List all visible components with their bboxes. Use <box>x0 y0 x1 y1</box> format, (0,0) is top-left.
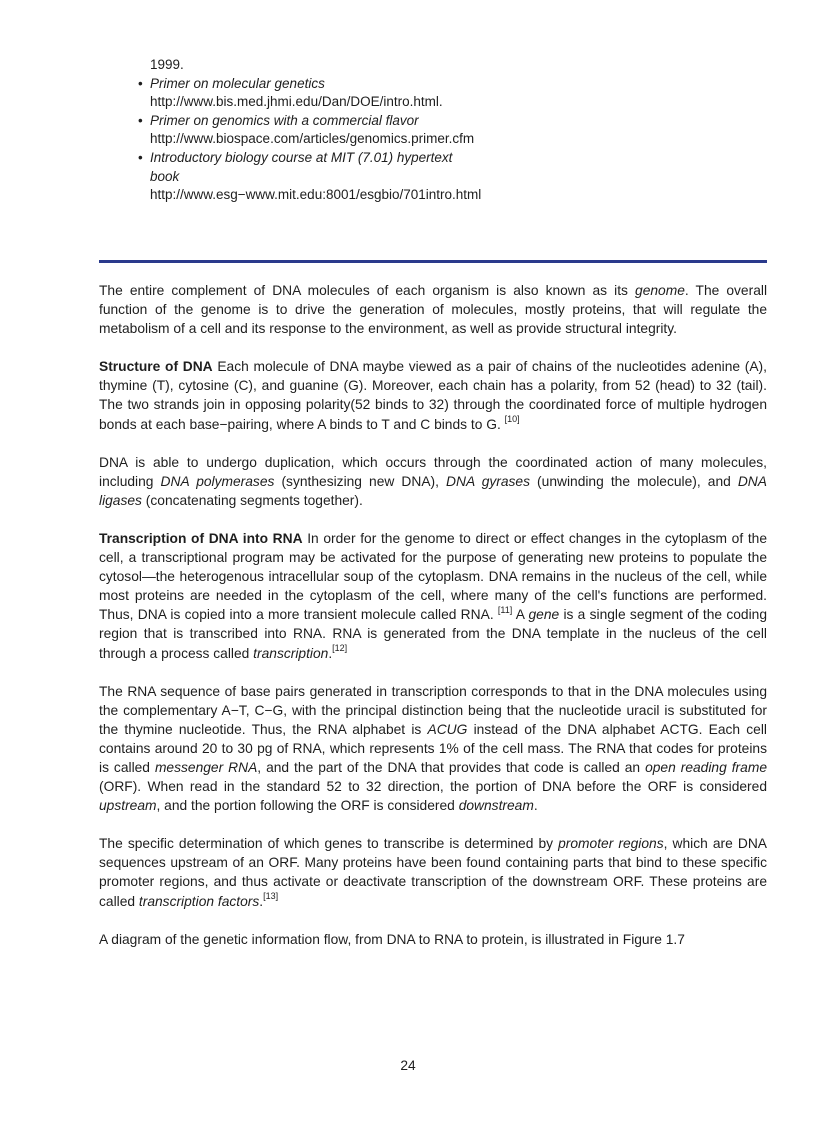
reference-item-title-continued: book <box>150 168 180 184</box>
reference-item-title: • Primer on genomics with a commercial flavor <box>138 112 698 131</box>
reference-item-url[interactable]: http://www.esg−www.mit.edu:8001/esgbio/701intro.html <box>150 187 482 203</box>
paragraph-genome: The entire complement of DNA molecules of each organism is also known as its genome. The overall function of the genome is to drive the generation of molecules, mostly proteins, that will regulate the metabolism of a cell and its response to the environment, as well as provide structural integrity. <box>99 283 768 337</box>
section-heading: Transcription of DNA into RNA <box>99 530 303 546</box>
reference-item-title: • Primer on molecular genetics <box>138 75 698 94</box>
paragraph-promoter-regions: The specific determination of which genes to transcribe is determined by promoter regions, which are DNA sequences upstream of an ORF. Many proteins have been found containing parts that bind to these specific promoter regions, and thus activate or deactivate transcription of the downstream ORF. These proteins are called transcription factors.[13] <box>99 836 767 909</box>
paragraph-duplication: DNA is able to undergo duplication, which occurs through the coordinated action of many molecules, including DNA polymerases (synthesizing new DNA), DNA gyrases (unwinding the molecule), and DNA ligases (concatenating segments together). <box>99 454 767 508</box>
section-heading: Structure of DNA <box>99 359 213 375</box>
section-divider <box>99 260 767 263</box>
bullet-icon: • <box>138 75 143 91</box>
paragraph-figure-reference: A diagram of the genetic information flow, from DNA to RNA to protein, is illustrated in Figure 1.7 <box>99 931 685 947</box>
reference-list <box>138 56 698 205</box>
bullet-icon: • <box>138 149 143 165</box>
citation: [11] <box>497 604 513 615</box>
citation: [13] <box>263 890 279 901</box>
paragraph-rna-sequence: The RNA sequence of base pairs generated in transcription corresponds to that in the DNA molecules using the complementary A−T, C−G, with the principal distinction being that the nucleotide uracil is substituted for the thymine nucleotide. Thus, the RNA alphabet is ACUG instead of the DNA alphabet ACTG. Each cell contains around 20 to 30 pg of RNA, which represents 1% of the cell mass. The RNA that codes for proteins is called messenger RNA, and the part of the DNA that provides that code is called an open reading frame (ORF). When read in the standard 52 to 32 direction, the portion of DNA before the ORF is considered upstream, and the portion following the ORF is considered downstream. <box>99 683 767 814</box>
citation: [12] <box>332 642 348 653</box>
paragraph-structure-of-dna: Structure of DNA Each molecule of DNA maybe viewed as a pair of chains of the nucleotides adenine (A), thymine (T), cytosine (C), and guanine (G). Moreover, each chain has a polarity, from 52 (head) to 32 (tail). The two strands join in opposing polarity(52 binds to 32) through the coordinated force of multiple hydrogen bonds at each base−pairing, where A binds to T and C binds to G. [10] <box>99 359 767 432</box>
reference-fragment: 1999. <box>150 57 184 72</box>
reference-item-title: • Introductory biology course at MIT (7.01) hypertext <box>138 149 698 168</box>
paragraph-transcription: Transcription of DNA into RNA In order for the genome to direct or effect changes in the cytoplasm of the cell, a transcriptional program may be activated for the purpose of generating new proteins to populate the cytosol—the heterogenous intracellular soup of the cytoplasm. DNA remains in the nucleus of the cell, while most proteins are needed in the cytoplasm of the cell, where many of the cell's functions are performed. Thus, DNA is copied into a more transient molecule called RNA. [11] A gene is a single segment of the coding region that is transcribed into RNA. RNA is generated from the DNA template in the nucleus of the cell through a process called transcription.[12] <box>99 530 767 661</box>
bullet-icon: • <box>138 112 143 128</box>
reference-item-url[interactable]: http://www.bis.med.jhmi.edu/Dan/DOE/intro.html. <box>150 94 443 110</box>
citation: [10] <box>504 413 520 424</box>
reference-item-url[interactable]: http://www.biospace.com/articles/genomics.primer.cfm <box>150 131 475 147</box>
body-text <box>99 281 767 949</box>
page-number: 24 <box>400 1058 416 1073</box>
